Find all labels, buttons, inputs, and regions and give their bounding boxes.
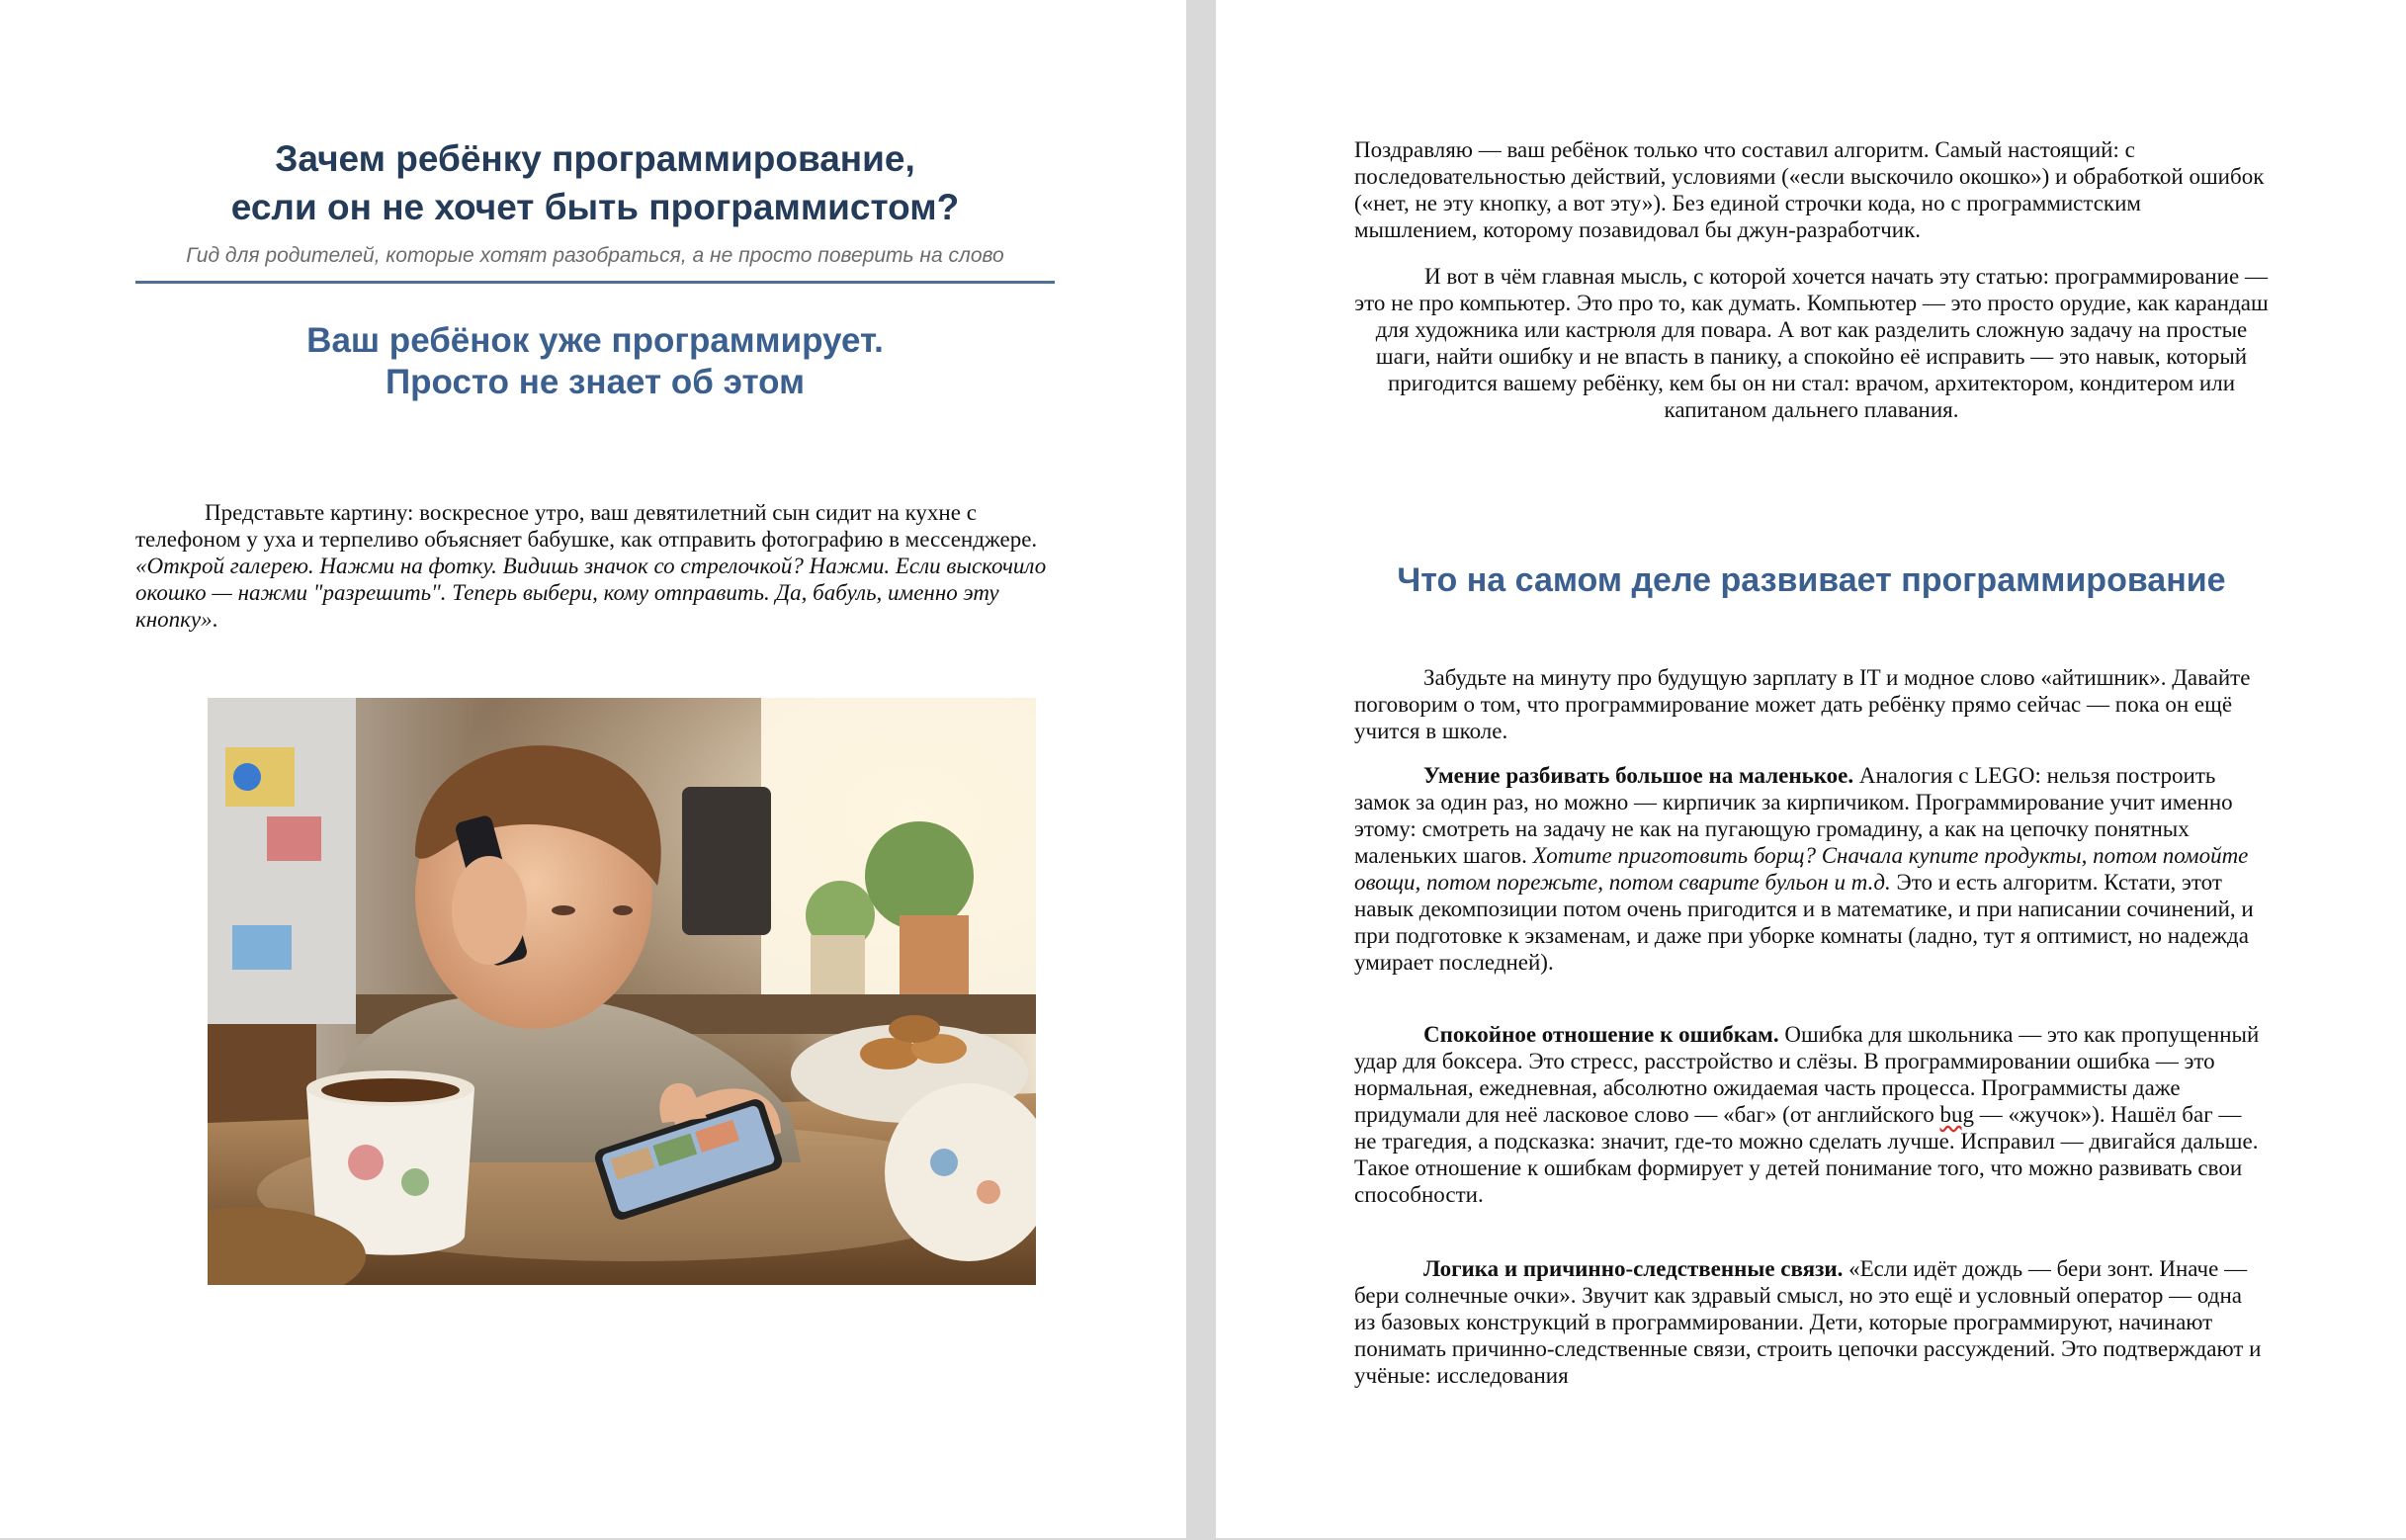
section-heading-intro: [135, 320, 1055, 403]
title-line-2: если он не хочет быть программистом?: [230, 187, 960, 227]
skill-errors-text-a: Ошибка для школьника — это как пропущенный удар для боксера. Это стресс, расстройство и слёзы. В программировании ошибка — это нормальная, ежедневная, абсолютно ожидаемая часть процесса. Программисты даже придумали для неё ласковое слово — «баг» (от английского: [1354, 1022, 2260, 1127]
document-page-right: [1216, 0, 2406, 1538]
skill-errors-text-b: — «жучок»). Нашёл баг — не трагедия, а подсказка: значит, где-то можно сделать лучше. Исправил — двигайся дальше. Такое отношение к ошибкам формирует у детей понимание того, что можно развивать свои способности.: [1354, 1102, 2259, 1207]
skill-decomposition-text: Аналогия с LEGO: нельзя построить замок за один раз, но можно — кирпичик за кирпичиком. Программирование учит именно этому: смотреть на задачу не как на пугающую громадину, а как на цепочку понятных маленьких шагов.: [1354, 763, 2233, 868]
intro-end: .: [212, 607, 218, 632]
document-page-left: [0, 0, 1186, 1538]
skill-errors-title: Спокойное отношение к ошибкам.: [1423, 1022, 1779, 1047]
spellcheck-word-bug[interactable]: bug: [1939, 1102, 1975, 1127]
intro-text: Представьте картину: воскресное утро, ваш девятилетний сын сидит на кухне с телефоном у уха и терпеливо объясняет бабушке, как отправить фотографию в мессенджере.: [135, 500, 1038, 552]
document-subtitle: Гид для родителей, которые хотят разобраться, а не просто поверить на слово: [186, 244, 1004, 267]
paragraph-main-idea: И вот в чём главная мысль, с которой хочется начать эту статью: программирование — это не про компьютер. Это про то, как думать. Компьютер — это просто орудие, как карандаш для художника или кастрюля для повара. А вот как разделить сложную задачу на простые шаги, найти ошибку и не впасть в панику, а спокойно её исправить — это навык, который пригодится вашему ребёнку, кем бы он ни стал: врачом, архитектором, кондитером или капитаном дальнего плавания.: [1354, 264, 2269, 422]
photo-boy-with-phone[interactable]: [208, 698, 1036, 1285]
skill-logic-text: «Если идёт дождь — бери зонт. Иначе — бери солнечные очки». Звучит как здравый смысл, но это ещё и условный оператор — одна из базовых конструкций в программировании. Дети, которые программируют, начинают понимать причинно-следственные связи, строить цепочки рассуждений. Это подтверждают и учёные: исследования: [1354, 1256, 2262, 1388]
heading-line-1: Ваш ребёнок уже программирует.: [306, 321, 884, 360]
skill-decomposition-example: Хотите приготовить борщ? Сначала купите продукты, потом помойте овощи, потом порежьте, потом сварите бульон и т.д.: [1354, 843, 2249, 895]
section-heading-benefits: Что на самом деле развивает программирование: [1397, 561, 2226, 599]
heading-line-2: Просто не знает об этом: [386, 363, 805, 401]
paragraph-skill-errors: [1354, 1021, 2269, 1208]
paragraph-skill-logic: [1354, 1255, 2269, 1389]
intro-quote: «Открой галерею. Нажми на фотку. Видишь значок со стрелочкой? Нажми. Если выскочило окошко — нажми "разрешить". Теперь выбери, кому отправить. Да, бабуль, именно эту кнопку»: [135, 554, 1047, 632]
skill-logic-title: Логика и причинно-следственные связи.: [1423, 1256, 1844, 1281]
paragraph-congrats: Поздравляю — ваш ребёнок только что составил алгоритм. Самый настоящий: с последовательностью действий, условиями («если выскочило окошко») и обработкой ошибок («нет, не эту кнопку, а вот эту»). Без единой строчки кода, но с программистским мышлением, которому позавидовал бы джун-разработчик.: [1354, 137, 2265, 242]
title-divider: [135, 281, 1055, 284]
paragraph-forget-salary: Забудьте на минуту про будущую зарплату в IT и модное слово «айтишник». Давайте поговорим о том, что программирование может дать ребёнку прямо сейчас — пока он ещё учится в школе.: [1354, 665, 2251, 743]
skill-decomposition-end: Это и есть алгоритм. Кстати, этот навык декомпозиции потом очень пригодится и в математике, и при написании сочинений, и при подготовке к экзаменам, и даже при уборке комнаты (ладно, тут я оптимист, но надежда умирает последней).: [1354, 870, 2254, 975]
title-line-1: Зачем ребёнку программирование,: [275, 138, 915, 179]
skill-decomposition-title: Умение разбивать большое на маленькое.: [1423, 763, 1854, 788]
paragraph-skill-decomposition: [1354, 762, 2269, 976]
document-title: [135, 134, 1055, 231]
intro-paragraph: [135, 499, 1055, 633]
